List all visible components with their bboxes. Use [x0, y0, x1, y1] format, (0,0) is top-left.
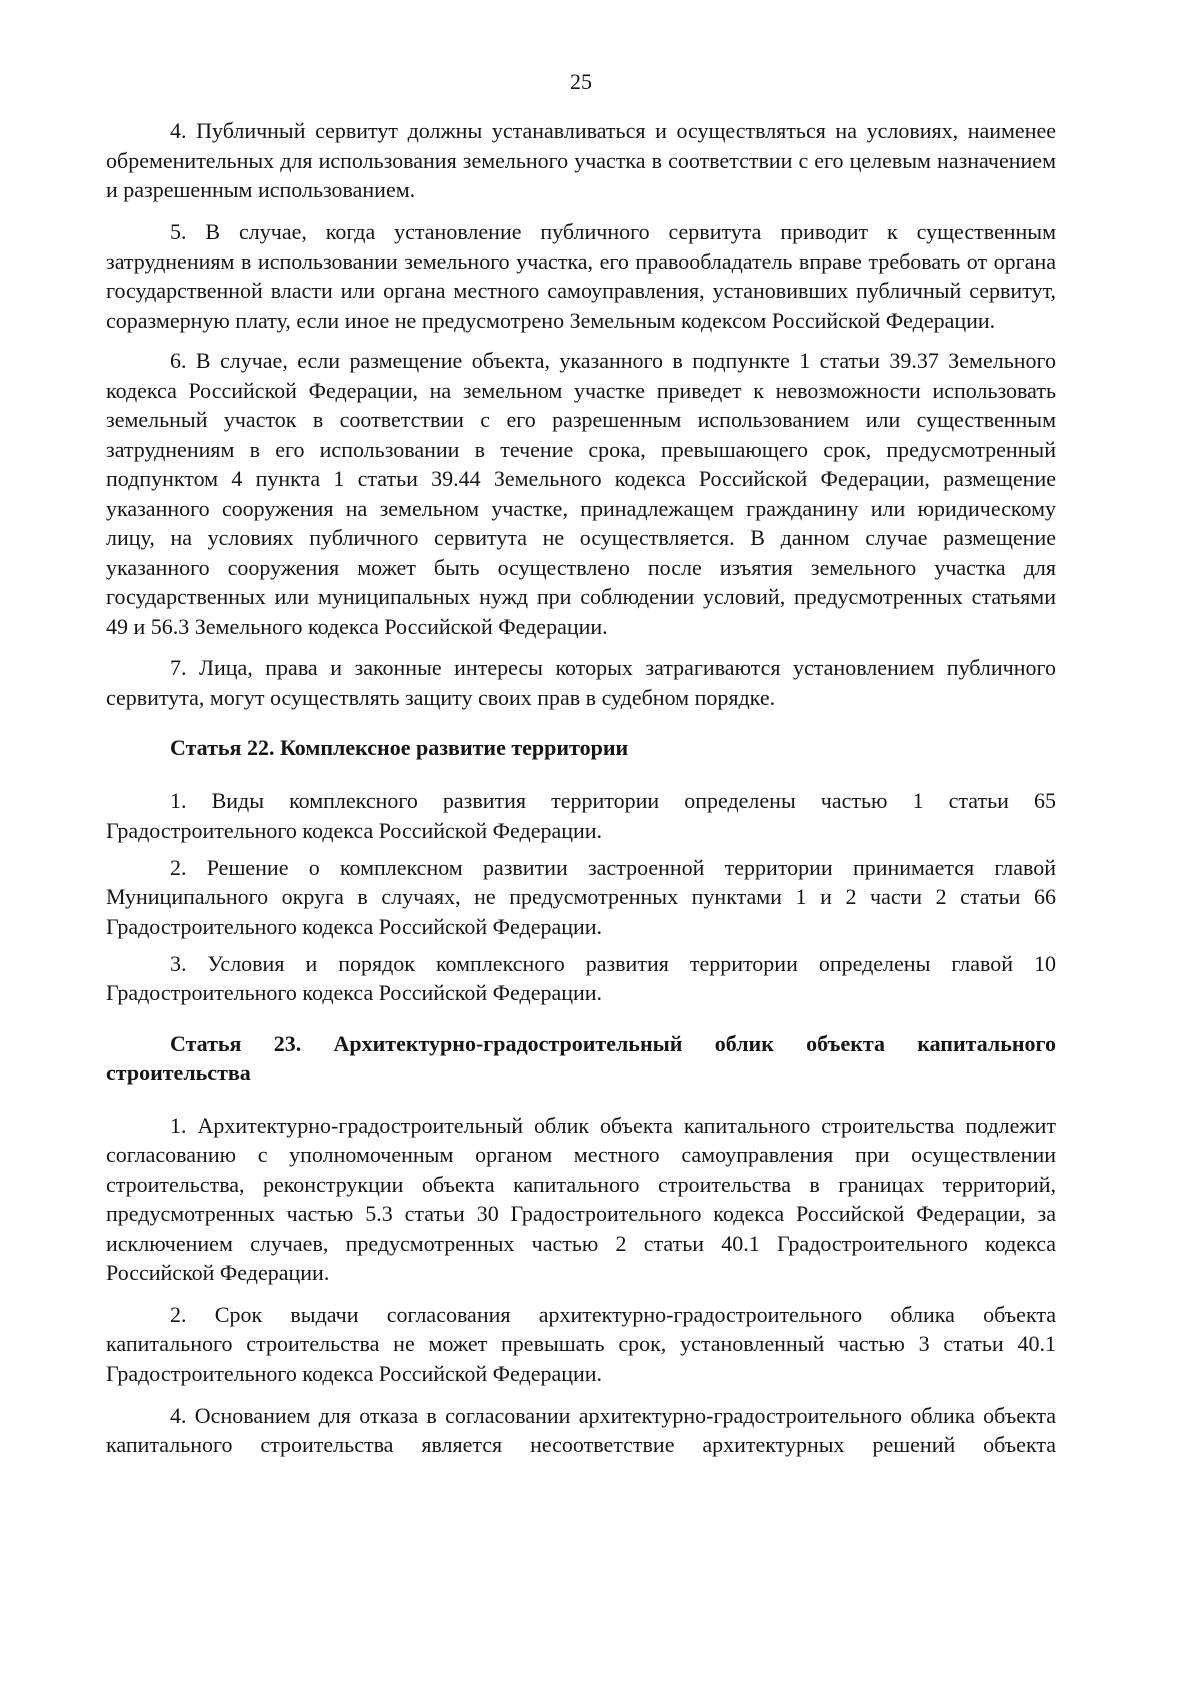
- page-number: 25: [570, 69, 592, 95]
- paragraph: [106, 346, 1056, 641]
- paragraph-line: земельный участок в соответствии с его разрешенным использованием или существенным: [106, 407, 1056, 433]
- paragraph: [106, 1300, 1056, 1389]
- paragraph-line: предусмотренных частью 5.3 статьи 30 Градостроительного кодекса Российской Федерации, за: [106, 1201, 1056, 1227]
- paragraph-line: соразмерную плату, если иное не предусмотрено Земельным кодексом Российской Федерации.: [106, 307, 996, 333]
- paragraph-line: кодекса Российской Федерации, на земельном участке приведет к невозможности использовать: [106, 377, 1056, 403]
- paragraph-line: Муниципального округа в случаях, не предусмотренных пунктами 1 и 2 части 2 статьи 66: [106, 884, 1056, 910]
- paragraph: [106, 786, 1056, 845]
- paragraph-line: затруднениям в его использовании в течение срока, превышающего срок, предусмотренный: [106, 436, 1056, 462]
- paragraph-line: 2. Срок выдачи согласования архитектурно-градостроительного облика объекта: [170, 1301, 1056, 1327]
- paragraph-line: 2. Решение о комплексном развитии застроенной территории принимается главой: [170, 854, 1056, 880]
- paragraph-line: указанного сооружения на земельном участке, принадлежащем гражданину или юридическому: [106, 495, 1056, 521]
- article-heading: [106, 733, 1056, 763]
- document-body: [106, 67, 1056, 1460]
- paragraph-line: лицу, на условиях публичного сервитута не осуществляется. В данном случае размещение: [106, 525, 1056, 551]
- paragraph-line: Градостроительного кодекса Российской Федерации.: [106, 913, 603, 939]
- paragraph-line: 4. Основанием для отказа в согласовании архитектурно-градостроительного облика объекта: [170, 1402, 1056, 1428]
- heading-line: Статья 22. Комплексное развитие территории: [170, 735, 629, 761]
- paragraph: [106, 949, 1056, 1008]
- paragraph: [106, 1401, 1056, 1460]
- paragraph-line: подпунктом 4 пункта 1 статьи 39.44 Земельного кодекса Российской Федерации, размещение: [106, 466, 1056, 492]
- paragraph-line: согласованию с уполномоченным органом местного самоуправления при осуществлении: [106, 1142, 1056, 1168]
- article-heading: [106, 1029, 1056, 1088]
- paragraph-line: 1. Архитектурно-градостроительный облик объекта капитального строительства подлежит: [170, 1112, 1056, 1138]
- paragraph-line: затруднениям в использовании земельного участка, его правообладатель вправе требовать от органа: [106, 248, 1056, 274]
- heading-line: Статья 23. Архитектурно-градостроительный облик объекта капитального: [170, 1030, 1056, 1056]
- paragraph-line: исключением случаев, предусмотренных частью 2 статьи 40.1 Градостроительного кодекса: [106, 1230, 1056, 1256]
- paragraph-line: 7. Лица, права и законные интересы которых затрагиваются установлением публичного: [170, 655, 1056, 681]
- heading-line: строительства: [106, 1060, 251, 1086]
- paragraph-line: указанного сооружения может быть осуществлено после изъятия земельного участка для: [106, 554, 1056, 580]
- paragraph: [106, 1111, 1056, 1288]
- paragraph-line: Градостроительного кодекса Российской Федерации.: [106, 980, 603, 1006]
- paragraph: [106, 116, 1056, 205]
- paragraph-line: Российской Федерации.: [106, 1260, 330, 1286]
- paragraph: [106, 653, 1056, 712]
- paragraph-line: строительства, реконструкции объекта капитального строительства в границах территорий,: [106, 1171, 1056, 1197]
- paragraph-line: и разрешенным использованием.: [106, 177, 416, 203]
- paragraph-line: 6. В случае, если размещение объекта, указанного в подпункте 1 статьи 39.37 Земельного: [170, 348, 1056, 374]
- paragraph-line: сервитута, могут осуществлять защиту своих прав в судебном порядке.: [106, 684, 776, 710]
- paragraph-line: капитального строительства не может превышать срок, установленный частью 3 статьи 40.1: [106, 1331, 1056, 1357]
- paragraph-line: 3. Условия и порядок комплексного развития территории определены главой 10: [170, 950, 1056, 976]
- paragraph: [106, 217, 1056, 335]
- paragraph-line: 49 и 56.3 Земельного кодекса Российской Федерации.: [106, 613, 608, 639]
- paragraph-line: 4. Публичный сервитут должны устанавливаться и осуществляться на условиях, наименее: [170, 118, 1056, 144]
- paragraph-line: государственных или муниципальных нужд при соблюдении условий, предусмотренных статьями: [106, 584, 1056, 610]
- paragraph-line: капитального строительства является несоответствие архитектурных решений объекта: [106, 1432, 1056, 1458]
- paragraph-line: Градостроительного кодекса Российской Федерации.: [106, 817, 603, 843]
- paragraph-line: 5. В случае, когда установление публичного сервитута приводит к существенным: [170, 219, 1056, 245]
- paragraph-line: Градостроительного кодекса Российской Федерации.: [106, 1360, 603, 1386]
- paragraph-line: 1. Виды комплексного развития территории определены частью 1 статьи 65: [170, 788, 1056, 814]
- paragraph-line: обременительных для использования земельного участка в соответствии с его целевым назначением: [106, 147, 1056, 173]
- paragraph-line: государственной власти или органа местного самоуправления, установивших публичный сервитут,: [106, 278, 1056, 304]
- paragraph: [106, 853, 1056, 942]
